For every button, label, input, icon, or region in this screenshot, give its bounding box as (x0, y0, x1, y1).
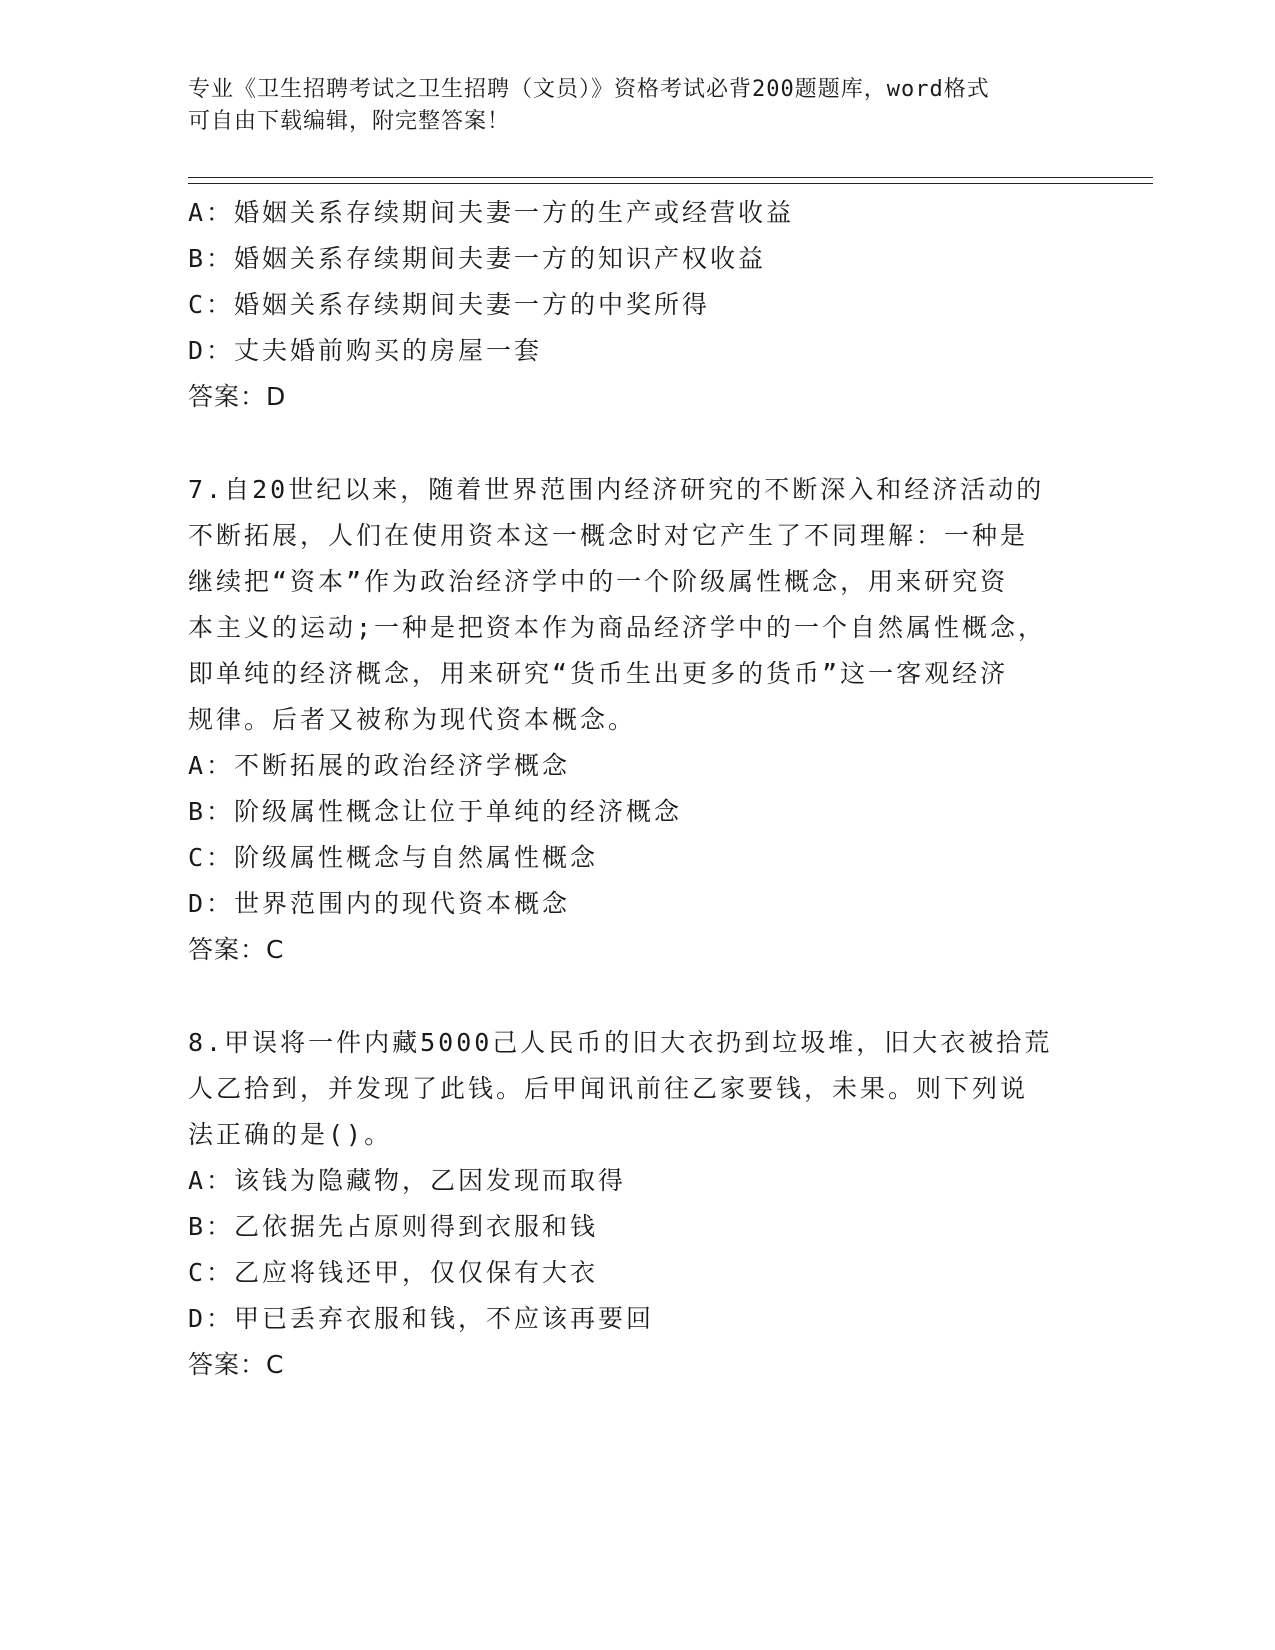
stem-line: 不断拓展，人们在使用资本这一概念时对它产生了不同理解：一种是 (188, 521, 1029, 550)
question-gap (188, 973, 1088, 1020)
question-list (188, 190, 1088, 1388)
question-stem (188, 467, 1088, 743)
option-a: A：婚姻关系存续期间夫妻一方的生产或经营收益 (188, 198, 795, 227)
stem-line: 即单纯的经济概念，用来研究“货币生出更多的货币”这一客观经济 (188, 659, 1009, 688)
answer: 答案：D (188, 382, 287, 411)
option-c: C：乙应将钱还甲，仅仅保有大衣 (188, 1258, 599, 1287)
header-rule-bottom (188, 183, 1153, 184)
header-line-1: 专业《卫生招聘考试之卫生招聘（文员）》资格考试必背200题题库，word格式 (188, 77, 990, 102)
option-c: C：婚姻关系存续期间夫妻一方的中奖所得 (188, 290, 711, 319)
option-b: B：阶级属性概念让位于单纯的经济概念 (188, 797, 683, 826)
header-line-2: 可自由下载编辑，附完整答案！ (188, 109, 511, 134)
question-gap (188, 420, 1088, 467)
stem-line: 7.自20世纪以来，随着世界范围内经济研究的不断深入和经济活动的 (188, 475, 1045, 504)
question-stem (188, 1020, 1088, 1158)
option-a: A：不断拓展的政治经济学概念 (188, 751, 571, 780)
stem-line: 继续把“资本”作为政治经济学中的一个阶级属性概念，用来研究资 (188, 567, 1009, 596)
stem-line: 本主义的运动;一种是把资本作为商品经济学中的一个自然属性概念， (188, 613, 1047, 642)
option-d: D：世界范围内的现代资本概念 (188, 889, 571, 918)
question-7 (188, 467, 1088, 973)
option-d: D：丈夫婚前购买的房屋一套 (188, 336, 543, 365)
answer: 答案：C (188, 935, 285, 964)
stem-line: 8.甲误将一件内藏5000己人民币的旧大衣扔到垃圾堆，旧大衣被拾荒 (188, 1028, 1053, 1057)
option-b: B：乙依据先占原则得到衣服和钱 (188, 1212, 599, 1241)
option-b: B：婚姻关系存续期间夫妻一方的知识产权收益 (188, 244, 767, 273)
question-6 (188, 190, 1088, 420)
option-d: D：甲已丢弃衣服和钱，不应该再要回 (188, 1304, 655, 1333)
stem-line: 规律。后者又被称为现代资本概念。 (188, 705, 637, 734)
stem-line: 法正确的是()。 (188, 1120, 393, 1149)
question-8 (188, 1020, 1088, 1388)
stem-line: 人乙拾到，并发现了此钱。后甲闻讯前往乙家要钱，未果。则下列说 (188, 1074, 1029, 1103)
header-rule-top (188, 177, 1153, 178)
document-header (188, 74, 1088, 138)
option-c: C：阶级属性概念与自然属性概念 (188, 843, 599, 872)
answer: 答案：C (188, 1350, 285, 1379)
option-a: A：该钱为隐藏物，乙因发现而取得 (188, 1166, 627, 1195)
